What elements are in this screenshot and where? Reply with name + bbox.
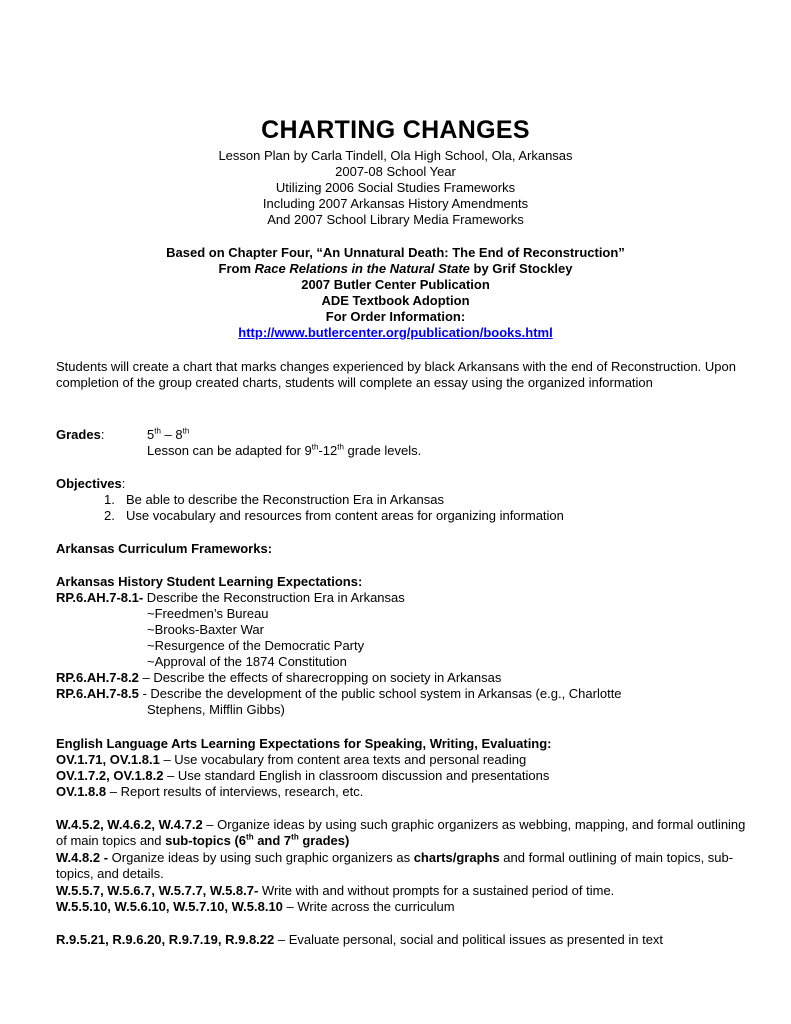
- frameworks-heading: Arkansas Curriculum Frameworks:: [56, 541, 273, 556]
- w3-line: W.5.5.7, W.5.6.7, W.5.7.7, W.5.8.7- Write with and without prompts for a sustained period of time.: [56, 883, 615, 898]
- header-line-2: 2007-08 School Year: [335, 164, 456, 179]
- objective-2-text: Use vocabulary and resources from content areas for organizing information: [126, 508, 564, 523]
- header-line-4: Including 2007 Arkansas History Amendments: [262, 196, 529, 211]
- ela-heading: English Language Arts Learning Expectations for Speaking, Writing, Evaluating:: [56, 736, 552, 751]
- w4-line: W.5.5.10, W.5.6.10, W.5.7.10, W.5.8.10 – Write across the curriculum: [56, 899, 455, 914]
- publisher-line: 2007 Butler Center Publication: [301, 277, 490, 292]
- order-link-row: [0, 325, 791, 341]
- rp2-line: RP.6.AH.7-8.2 – Describe the effects of sharecropping on society in Arkansas: [56, 670, 502, 685]
- book-line: From Race Relations in the Natural State by Grif Stockley: [218, 261, 573, 276]
- w2-paragraph: W.4.8.2 - Organize ideas by using such graphic organizers as charts/graphs and formal outlining of main topics, sub-topics, and details.: [56, 850, 734, 882]
- book-title: Race Relations in the Natural State: [254, 261, 470, 276]
- intro-paragraph: Students will create a chart that marks changes experienced by black Arkansans with the end of Reconstruction. Upon completion of the group created charts, students will complete an essay using the organized information: [56, 359, 736, 391]
- order-link[interactable]: http://www.butlercenter.org/publication/books.html: [238, 325, 553, 340]
- grades-label: Grades:: [56, 427, 105, 442]
- history-heading: Arkansas History Student Learning Expectations:: [56, 574, 363, 589]
- w1-paragraph: W.4.5.2, W.4.6.2, W.4.7.2 – Organize ideas by using such graphic organizers as webbing, mapping, and formal outlining of main topics and sub-topics (6th and 7th grades): [56, 817, 746, 849]
- grades-adapt: Lesson can be adapted for 9th-12th grade levels.: [147, 442, 422, 458]
- objective-1-num: 1.: [104, 492, 115, 507]
- objectives-label: Objectives:: [56, 476, 126, 491]
- rp1-sub-2: ~Brooks-Baxter War: [147, 622, 264, 637]
- ov1-line: OV.1.71, OV.1.8.1 – Use vocabulary from content area texts and personal reading: [56, 752, 527, 767]
- header-line-5: And 2007 School Library Media Frameworks: [267, 212, 524, 227]
- rp1-line: RP.6.AH.7-8.1- Describe the Reconstruction Era in Arkansas: [56, 590, 405, 605]
- grades-range: 5th – 8th: [147, 426, 190, 442]
- rp1-sub-4: ~Approval of the 1874 Constitution: [147, 654, 347, 669]
- rp1-sub-3: ~Resurgence of the Democratic Party: [147, 638, 365, 653]
- rp5-line: RP.6.AH.7-8.5 - Describe the development of the public school system in Arkansas (e.g., Charlotte: [56, 686, 622, 701]
- r-line: R.9.5.21, R.9.6.20, R.9.7.19, R.9.8.22 – Evaluate personal, social and political issues as presented in text: [56, 932, 664, 947]
- based-on-chapter: Based on Chapter Four, “An Unnatural Death: The End of Reconstruction”: [166, 245, 625, 260]
- objective-2-num: 2.: [104, 508, 115, 523]
- objective-1-text: Be able to describe the Reconstruction Era in Arkansas: [126, 492, 444, 507]
- rp1-sub-1: ~Freedmen’s Bureau: [147, 606, 269, 621]
- page-title: CHARTING CHANGES: [261, 116, 530, 144]
- header-line-3: Utilizing 2006 Social Studies Frameworks: [275, 180, 516, 195]
- order-info-line: For Order Information:: [325, 309, 466, 324]
- adoption-line: ADE Textbook Adoption: [321, 293, 470, 308]
- rp5-cont: Stephens, Mifflin Gibbs): [147, 702, 285, 717]
- ov2-line: OV.1.7.2, OV.1.8.2 – Use standard English in classroom discussion and presentations: [56, 768, 550, 783]
- ov3-line: OV.1.8.8 – Report results of interviews, research, etc.: [56, 784, 364, 799]
- header-line-1: Lesson Plan by Carla Tindell, Ola High School, Ola, Arkansas: [218, 148, 573, 163]
